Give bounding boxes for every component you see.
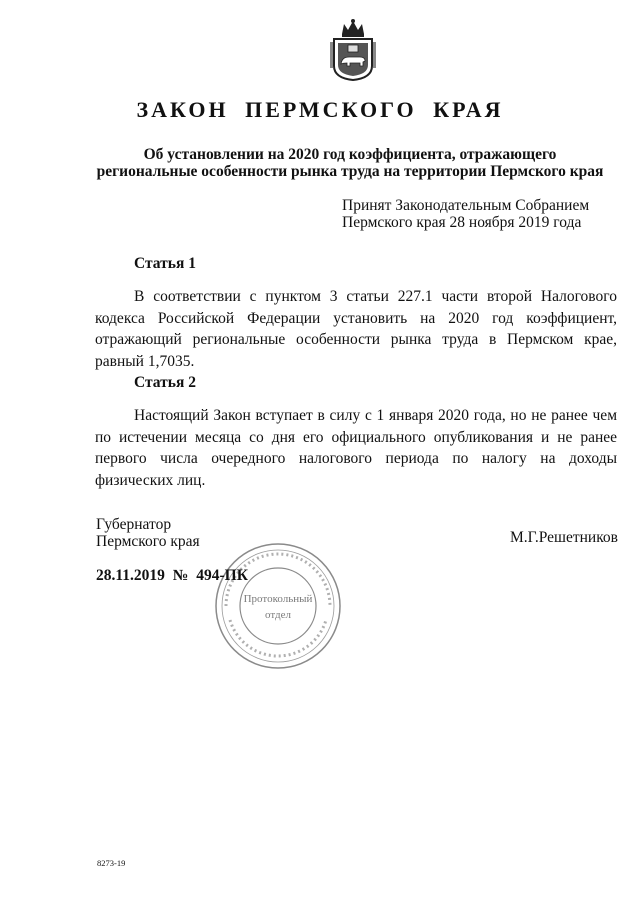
law-date: 28.11.2019 (96, 567, 165, 584)
coat-of-arms-emblem (330, 18, 376, 82)
stamp-inner-line-2: отдел (265, 609, 291, 621)
law-date-number (96, 567, 248, 585)
subtitle-line-1: Об установлении на 2020 год коэффициента, отражающего (143, 146, 557, 163)
adoption-note (342, 197, 632, 231)
article-1-text: В соответствии с пунктом 3 статьи 227.1 части второй Налогового кодекса Российской Федерации установить на 2020 год коэффициент, отражающий региональные особенности рынка труда в Пермском крае, равный 1,7035. (95, 288, 617, 370)
footer-code: 8273-19 (97, 858, 126, 868)
law-number: № 494-ПК (172, 567, 248, 584)
article-2-text: Настоящий Закон вступает в силу с 1 января 2020 года, но не ранее чем по истечении месяца со дня его официального опубликования и не ранее первого числа очередного налогового периода по налогу на доходы физических лиц. (95, 407, 617, 489)
article-2-heading: Статья 2 (134, 374, 196, 391)
stamp-inner-line-1: Протокольный (243, 593, 313, 605)
law-subtitle (70, 146, 630, 180)
governor-position-line-2: Пермского края (96, 533, 200, 550)
governor-position (96, 516, 200, 550)
law-title: ЗАКОН ПЕРМСКОГО КРАЯ (136, 97, 504, 122)
adoption-line-1: Принят Законодательным Собранием (342, 197, 590, 214)
official-stamp (212, 540, 344, 672)
governor-position-line-1: Губернатор (96, 516, 172, 533)
article-1-heading: Статья 1 (134, 255, 196, 272)
subtitle-line-2: региональные особенности рынка труда на территории Пермского края (96, 163, 604, 180)
governor-name: М.Г.Решетников (509, 529, 618, 546)
adoption-line-2: Пермского края 28 ноября 2019 года (342, 214, 582, 231)
